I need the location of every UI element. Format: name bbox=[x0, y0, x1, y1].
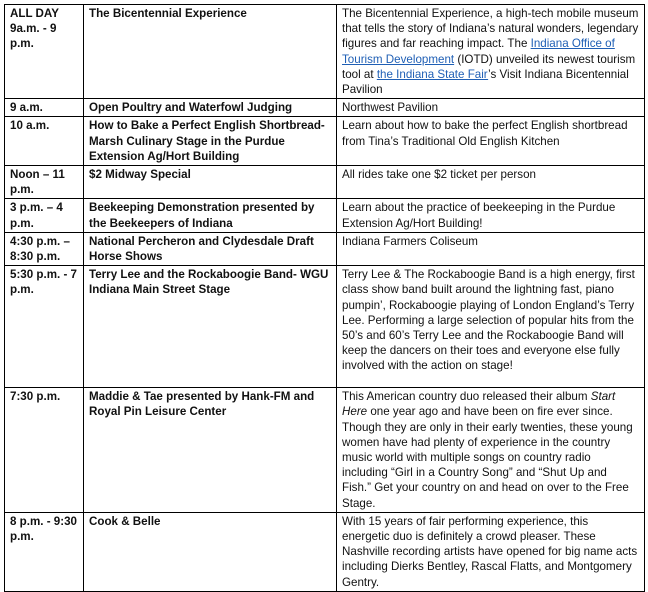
description-cell bbox=[337, 5, 645, 99]
event-cell: Open Poultry and Waterfowl Judging bbox=[84, 99, 337, 117]
description-cell: Learn about how to bake the perfect English shortbread from Tina’s Traditional Old English Kitchen bbox=[337, 117, 645, 166]
time-cell: 4:30 p.m. – 8:30 p.m. bbox=[5, 232, 84, 265]
event-cell: How to Bake a Perfect English Shortbread- Marsh Culinary Stage in the Purdue Extension Ag/Hort Building bbox=[84, 117, 337, 166]
description-cell: Terry Lee & The Rockaboogie Band is a high energy, first class show band built around the lightning fast, piano pumpin’, Rockaboogie playing of London England’s Terry Lee. Performing a large selection of popular hits from the 50’s and 60’s Terry Lee and the Rockaboogie Band will keep the dancers on their toes and everyone else fully involved with the action on stage! bbox=[337, 266, 645, 388]
table-row bbox=[5, 512, 645, 591]
time-cell: 5:30 p.m. - 7 p.m. bbox=[5, 266, 84, 388]
time-cell: 10 a.m. bbox=[5, 117, 84, 166]
table-row bbox=[5, 266, 645, 388]
description-cell: Northwest Pavilion bbox=[337, 99, 645, 117]
event-cell: Beekeeping Demonstration presented by the Beekeepers of Indiana bbox=[84, 199, 337, 232]
time-cell: Noon – 11 p.m. bbox=[5, 166, 84, 199]
description-cell: All rides take one $2 ticket per person bbox=[337, 166, 645, 199]
time-cell: ALL DAY 9a.m. - 9 p.m. bbox=[5, 5, 84, 99]
description-cell: Learn about the practice of beekeeping in the Purdue Extension Ag/Hort Building! bbox=[337, 199, 645, 232]
table-row bbox=[5, 199, 645, 232]
table-row bbox=[5, 388, 645, 513]
table-row bbox=[5, 117, 645, 166]
event-cell: Maddie & Tae presented by Hank-FM and Royal Pin Leisure Center bbox=[84, 388, 337, 513]
time-cell: 3 p.m. – 4 p.m. bbox=[5, 199, 84, 232]
description-text: This American country duo released their album bbox=[342, 390, 591, 404]
description-text: The Bicentennial Experience, a high-tech mobile museum that tells the story of Indiana’s natural wonders, legendary figures and far reaching impact. The bbox=[342, 7, 639, 51]
schedule-table bbox=[4, 4, 645, 592]
description-cell bbox=[337, 388, 645, 513]
description-cell: With 15 years of fair performing experience, this energetic duo is definitely a crowd pleaser. These Nashville recording artists have opened for big name acts including Dierks Bentley, Rascal Flatts, and Montgomery Gentry. bbox=[337, 512, 645, 591]
time-cell: 9 a.m. bbox=[5, 99, 84, 117]
description-text: one year ago and have been on fire ever since. Though they are only in their early twenties, these young women have had plenty of experience in the country music world with multiple songs on country radio including “Girl in a Country Song” and “Shut Up and Fish.” Get your country on and head on over to the Free Stage. bbox=[342, 405, 633, 510]
event-cell: Cook & Belle bbox=[84, 512, 337, 591]
event-cell: Terry Lee and the Rockaboogie Band- WGU Indiana Main Street Stage bbox=[84, 266, 337, 388]
table-row bbox=[5, 99, 645, 117]
time-cell: 7:30 p.m. bbox=[5, 388, 84, 513]
description-text: (IOTD) unveiled its newest tourism tool at bbox=[342, 52, 636, 81]
iotd-link[interactable]: Indiana Office of Tourism Development bbox=[342, 37, 615, 66]
event-cell: The Bicentennial Experience bbox=[84, 5, 337, 99]
description-text: ’s Visit Indiana Bicentennial Pavilion bbox=[342, 67, 629, 97]
description-cell: Indiana Farmers Coliseum bbox=[337, 232, 645, 265]
state-fair-link[interactable]: the Indiana State Fair bbox=[376, 67, 489, 81]
event-cell: $2 Midway Special bbox=[84, 166, 337, 199]
event-cell: National Percheron and Clydesdale Draft Horse Shows bbox=[84, 232, 337, 265]
album-title: Start Here bbox=[342, 390, 616, 419]
table-row bbox=[5, 232, 645, 265]
table-row bbox=[5, 5, 645, 99]
time-cell: 8 p.m. - 9:30 p.m. bbox=[5, 512, 84, 591]
table-row bbox=[5, 166, 645, 199]
